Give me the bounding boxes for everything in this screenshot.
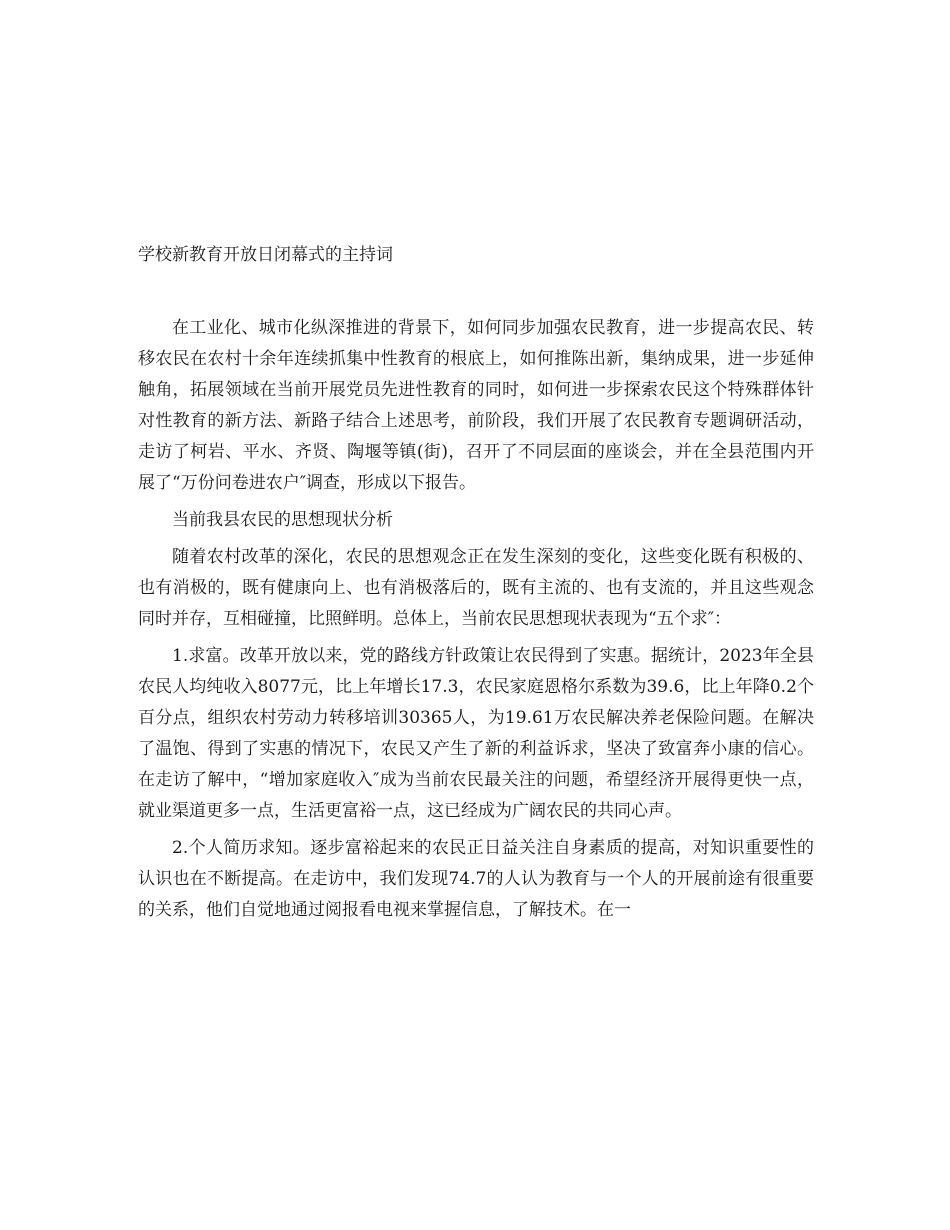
paragraph-item-1: 1.求富。改革开放以来，党的路线方针政策让农民得到了实惠。据统计，2023年全县农民人均纯收入8077元，比上年增长17.3，农民家庭恩格尔系数为39.6，比上年降0.2个百分点，组织农村劳动力转移培训30365人，为19.61万农民解决养老保险问题。在解决了温饱、得到了实惠的情况下，农民又产生了新的利益诉求，坚决了致富奔小康的信心。在走访了解中，“增加家庭收入″成为当前农民最关注的问题，希望经济开展得更快一点，就业渠道更多一点，生活更富裕一点，这已经成为广阔农民的共同心声。	[138, 646, 814, 821]
document-title: 学校新教育开放日闭幕式的主持词	[138, 245, 393, 265]
paragraph-intro: 在工业化、城市化纵深推进的背景下，如何同步加强农民教育，进一步提高农民、转移农民在农村十余年连续抓集中性教育的根底上，如何推陈出新，集纳成果，进一步延伸触角，拓展领域在当前开展党员先进性教育的同时，如何进一步探索农民这个特殊群体针对性教育的新方法、新路子结合上述思考，前阶段，我们开展了农民教育专题调研活动，走访了柯岩、平水、齐贤、陶堰等镇(街)，召开了不同层面的座谈会，并在全县范围内开展了“万份问卷进农户″调查，形成以下报告。	[138, 318, 814, 493]
paragraph-overview: 随着农村改革的深化，农民的思想观念正在发生深刻的变化，这些变化既有积极的、也有消极的，既有健康向上、也有消极落后的，既有主流的、也有支流的，并且这些观念同时并存，互相碰撞，比照鲜明。总体上，当前农民思想现状表现为“五个求″：	[138, 547, 814, 629]
paragraph-item-2: 2.个人简历求知。逐步富裕起来的农民正日益关注自身素质的提高，对知识重要性的认识也在不断提高。在走访中，我们发现74.7的人认为教育与一个人的开展前途有很重要的关系，他们自觉地通过阅报看电视来掌握信息，了解技术。在一	[138, 838, 814, 920]
document-body	[138, 313, 814, 932]
section-heading: 当前我县农民的思想现状分析	[172, 510, 393, 530]
